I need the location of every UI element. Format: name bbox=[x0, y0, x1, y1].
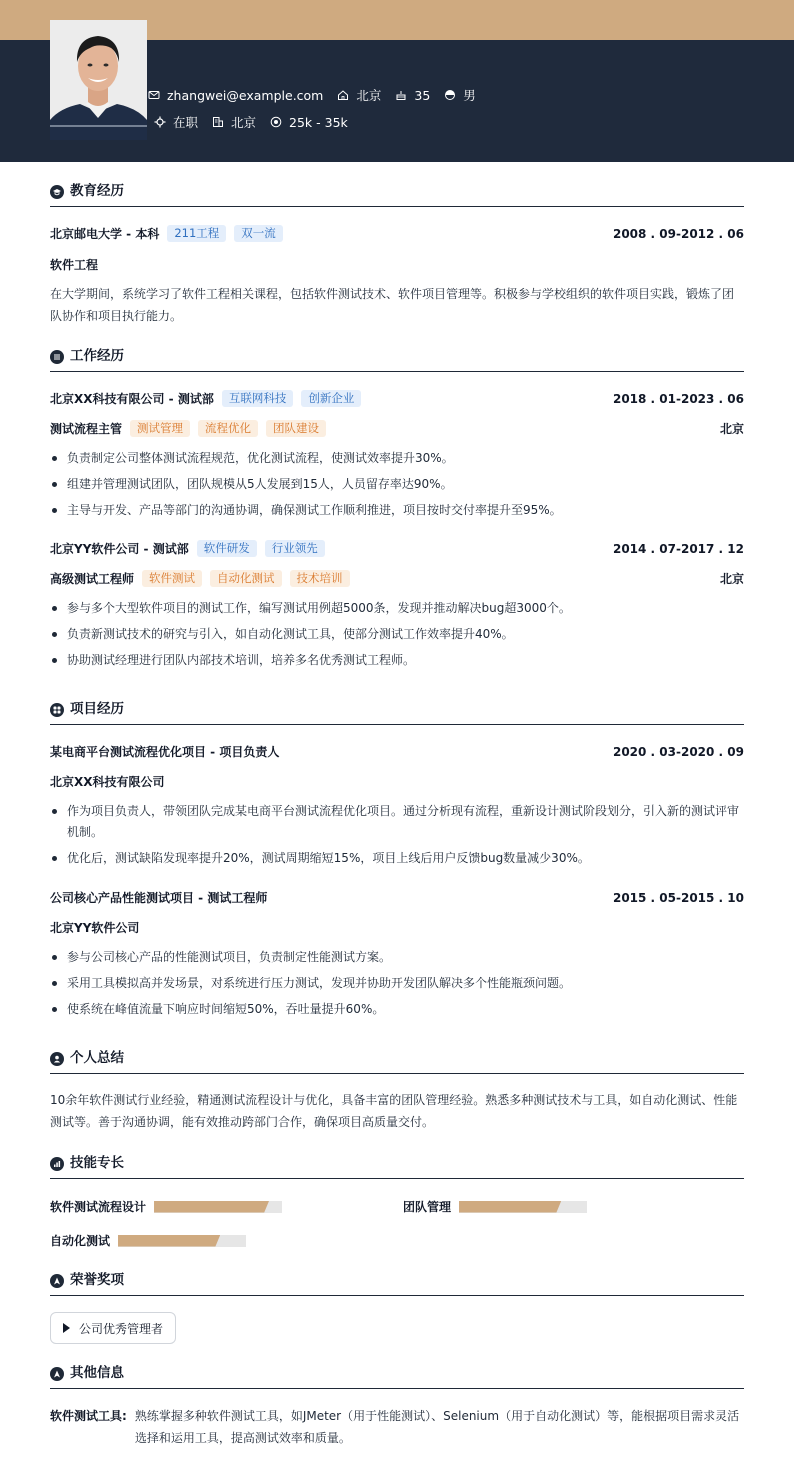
status-icon bbox=[154, 116, 166, 128]
company-tag: 软件研发 bbox=[197, 540, 257, 557]
summary-title: 个人总结 bbox=[70, 1050, 124, 1066]
job-1-bullets bbox=[50, 448, 744, 526]
job-1-header bbox=[50, 390, 744, 407]
company-tag: 行业领先 bbox=[265, 540, 325, 557]
projects-section-title bbox=[50, 680, 744, 725]
summary-text: 10余年软件测试行业经验，精通测试流程设计与优化，具备丰富的团队管理经验。熟悉多种测试技术与工具，如自动化测试、性能测试等。善于沟通协调，能有效推动跨部门合作，确保项目高质量交付。 bbox=[50, 1093, 738, 1129]
play-icon bbox=[63, 1323, 70, 1333]
other-section-title bbox=[50, 1344, 744, 1389]
role-tag: 测试管理 bbox=[130, 420, 190, 437]
contact-row-1 bbox=[140, 86, 490, 104]
profile-photo bbox=[50, 20, 147, 140]
other-title: 其他信息 bbox=[70, 1365, 124, 1381]
project-2-header bbox=[50, 889, 744, 906]
job-company: 北京XX科技有限公司 - 测试部 bbox=[50, 392, 214, 406]
age-text: 35 bbox=[414, 87, 431, 103]
project-company: 北京XX科技有限公司 bbox=[50, 775, 165, 789]
job-city: 北京 bbox=[719, 422, 744, 436]
project-1-header bbox=[50, 743, 744, 760]
list-item: 采用工具模拟高并发场景，对系统进行压力测试，发现并协助开发团队解决多个性能瓶颈问题。 bbox=[50, 973, 744, 994]
list-item: 主导与开发、产品等部门的沟通协调，确保测试工作顺利推进，项目按时交付率提升至95%。 bbox=[50, 500, 744, 521]
skills-title: 技能专长 bbox=[70, 1155, 124, 1171]
skill-bar-fill bbox=[118, 1235, 220, 1247]
honors-section-title bbox=[50, 1251, 744, 1296]
email-item bbox=[148, 88, 323, 103]
skill-name: 自动化测试 bbox=[50, 1234, 111, 1248]
age-item bbox=[395, 88, 430, 103]
skill-bar bbox=[118, 1235, 246, 1247]
list-item: 负责新测试技术的研究与引入，如自动化测试工具，使部分测试工作效率提升40%。 bbox=[50, 624, 744, 645]
skill-bar bbox=[459, 1201, 587, 1213]
school-tag: 211工程 bbox=[167, 225, 226, 242]
project-1-bullets bbox=[50, 801, 744, 874]
job-1-role-line bbox=[50, 420, 744, 437]
work-title: 工作经历 bbox=[70, 348, 124, 364]
mail-icon bbox=[148, 89, 160, 101]
company-tag: 创新企业 bbox=[301, 390, 361, 407]
list-item: 参与多个大型软件项目的测试工作，编写测试用例超5000条，发现并推动解决bug超3000个。 bbox=[50, 598, 744, 619]
education-section-title bbox=[50, 162, 744, 207]
skill-bar-fill bbox=[459, 1201, 561, 1213]
role-tag: 软件测试 bbox=[142, 570, 202, 587]
job-2-bullets bbox=[50, 598, 744, 676]
work-section-title bbox=[50, 327, 744, 372]
status-text: 在职 bbox=[173, 115, 199, 130]
major-name: 软件工程 bbox=[50, 258, 99, 272]
job-date: 2018 . 01-2023 . 06 bbox=[612, 391, 744, 406]
apps-icon bbox=[50, 703, 64, 717]
briefcase-icon bbox=[50, 350, 64, 364]
other-text: 熟练掌握多种软件测试工具，如JMeter（用于性能测试）、Selenium（用于自动化测试）等，能根据项目需求灵活选择和运用工具，提高测试效率和质量。 bbox=[134, 1409, 740, 1445]
salary-item bbox=[270, 115, 348, 130]
summary-section-title bbox=[50, 1029, 744, 1074]
job-2-header bbox=[50, 540, 744, 557]
role-tag: 技术培训 bbox=[290, 570, 350, 587]
project-company: 北京YY软件公司 bbox=[50, 921, 140, 935]
skill-item bbox=[50, 1198, 282, 1215]
education-date: 2008 . 09-2012 . 06 bbox=[612, 226, 744, 241]
project-name: 公司核心产品性能测试项目 - 测试工程师 bbox=[50, 891, 268, 905]
company-tag: 互联网科技 bbox=[222, 390, 294, 407]
list-item: 使系统在峰值流量下响应时间缩短50%，吞吐量提升60%。 bbox=[50, 999, 744, 1020]
skill-name: 软件测试流程设计 bbox=[50, 1200, 147, 1214]
education-header-line bbox=[50, 225, 744, 242]
chart-icon bbox=[50, 1157, 64, 1171]
gender-text: 男 bbox=[463, 88, 476, 103]
city-item bbox=[212, 113, 256, 131]
award-icon bbox=[50, 1274, 64, 1288]
job-2-role-line bbox=[50, 570, 744, 587]
skill-bar bbox=[154, 1201, 282, 1213]
honors-title: 荣誉奖项 bbox=[70, 1272, 124, 1288]
user-icon bbox=[50, 1052, 64, 1066]
list-item: 优化后，测试缺陷发现率提升20%，测试周期缩短15%，项目上线后用户反馈bug数量减少30%。 bbox=[50, 848, 744, 869]
skill-item bbox=[50, 1232, 246, 1249]
skill-item bbox=[403, 1198, 587, 1215]
job-role: 测试流程主管 bbox=[50, 422, 123, 436]
salary-text: 25k - 35k bbox=[289, 114, 348, 130]
other-info-row bbox=[50, 1405, 744, 1449]
project-2-company-line bbox=[50, 919, 744, 936]
gender-icon bbox=[444, 89, 456, 101]
school-tag: 双一流 bbox=[234, 225, 283, 242]
education-major-line bbox=[50, 256, 744, 273]
age-icon bbox=[395, 89, 407, 101]
graduation-cap-icon bbox=[50, 185, 64, 199]
status-item bbox=[154, 113, 198, 131]
honor-badge[interactable] bbox=[50, 1312, 176, 1344]
skills-section-title bbox=[50, 1134, 744, 1179]
project-2-bullets bbox=[50, 947, 744, 1025]
info-icon bbox=[50, 1367, 64, 1381]
job-company: 北京YY软件公司 - 测试部 bbox=[50, 542, 189, 556]
list-item: 参与公司核心产品的性能测试项目，负责制定性能测试方案。 bbox=[50, 947, 744, 968]
school-name: 北京邮电大学 - 本科 bbox=[50, 227, 160, 241]
job-city: 北京 bbox=[719, 572, 744, 586]
projects-title: 项目经历 bbox=[70, 701, 124, 717]
home-icon bbox=[337, 89, 349, 101]
role-tag: 自动化测试 bbox=[210, 570, 282, 587]
project-1-company-line bbox=[50, 773, 744, 790]
honor-text: 公司优秀管理者 bbox=[79, 1321, 164, 1336]
skill-bar-fill bbox=[154, 1201, 269, 1213]
project-date: 2020 . 03-2020 . 09 bbox=[612, 744, 744, 759]
role-tag: 团队建设 bbox=[266, 420, 326, 437]
list-item: 作为项目负责人，带领团队完成某电商平台测试流程优化项目。通过分析现有流程，重新设计测试阶段划分，引入新的测试评审机制。 bbox=[50, 801, 744, 843]
project-date: 2015 . 05-2015 . 10 bbox=[612, 890, 744, 905]
list-item: 协助测试经理进行团队内部技术培训，培养多名优秀测试工程师。 bbox=[50, 650, 744, 671]
gender-item bbox=[444, 86, 476, 104]
skill-name: 团队管理 bbox=[403, 1200, 452, 1214]
city-text: 北京 bbox=[231, 115, 257, 130]
location-item bbox=[337, 86, 381, 104]
other-label: 软件测试工具: bbox=[50, 1409, 127, 1423]
education-title: 教育经历 bbox=[70, 183, 124, 199]
job-role: 高级测试工程师 bbox=[50, 572, 135, 586]
list-item: 组建并管理测试团队，团队规模从5人发展到15人，人员留存率达90%。 bbox=[50, 474, 744, 495]
list-item: 负责制定公司整体测试流程规范，优化测试流程，使测试效率提升30%。 bbox=[50, 448, 744, 469]
project-name: 某电商平台测试流程优化项目 - 项目负责人 bbox=[50, 745, 280, 759]
building-icon bbox=[212, 116, 224, 128]
salary-icon bbox=[270, 116, 282, 128]
email-text: zhangwei@example.com bbox=[167, 87, 324, 103]
contact-row-2 bbox=[154, 113, 362, 131]
role-tag: 流程优化 bbox=[198, 420, 258, 437]
job-date: 2014 . 07-2017 . 12 bbox=[612, 541, 744, 556]
education-description: 在大学期间，系统学习了软件工程相关课程，包括软件测试技术、软件项目管理等。积极参与学校组织的软件项目实践，锻炼了团队协作和项目执行能力。 bbox=[50, 287, 735, 323]
location-text: 北京 bbox=[356, 88, 382, 103]
